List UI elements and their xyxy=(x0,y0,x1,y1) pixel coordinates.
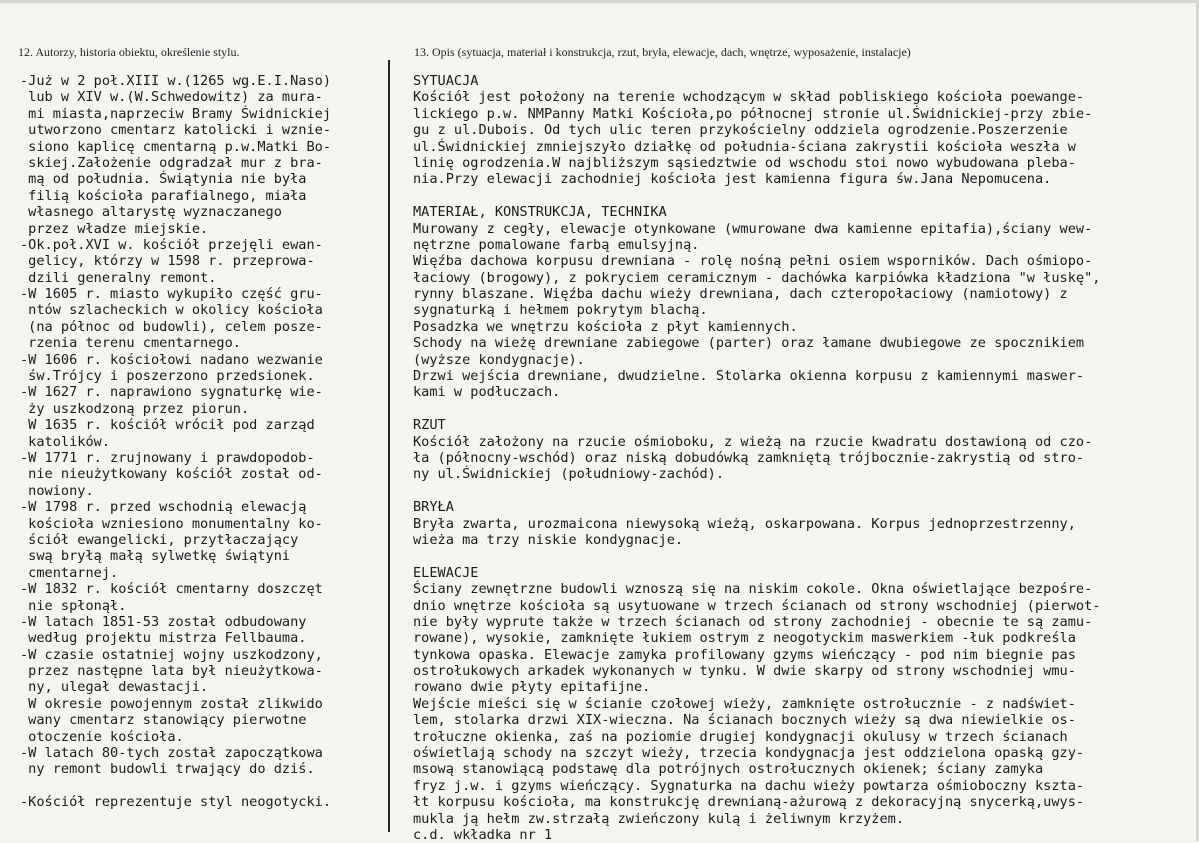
description-text-line: rowano dwie płyty epitafijne. xyxy=(413,679,651,696)
history-text-line: -Ok.poł.XVI w. kościół przejęli ewan- xyxy=(20,236,323,253)
description-text-line: nia.Przy elewacji zachodniej kościoła jest kamienna figura św.Jana Nepomucena. xyxy=(413,171,1052,188)
description-text-line: łt korpusu kościoła, ma konstrukcję drewnianą-ażurową z dekoracyjną snycerką,uwys- xyxy=(413,794,1085,811)
history-text-line: ntów szlacheckich w okolicy kościoła xyxy=(20,302,323,319)
description-text-line: tynkowa opaska. Elewacje zamyka profilowany gzyms wieńczący - pod nim biegnie pas xyxy=(413,646,1076,663)
description-text-line: dnio wnętrze kościoła są usytuowane w trzech ścianach od strony wschodniej (pierwot- xyxy=(413,597,1101,614)
description-text-line: Schody na wieżę drewniane zabiegowe (parter) oraz łamane dwubiegowe ze spocznikiem xyxy=(413,335,1085,352)
description-text-line: Bryła zwarta, urozmaicona niewysoką wieżą, oskarpowana. Korpus jednoprzestrzenny, xyxy=(413,515,1076,532)
description-text-line: ostrołukowych arkadek wykonanych w tynku. W dwie skarpy od strony wschodniej wmu- xyxy=(413,663,1076,680)
history-text-line: -W 1627 r. naprawiono sygnaturkę wie- xyxy=(20,384,323,401)
history-text-line: otoczenie kościoła. xyxy=(20,728,184,745)
description-text-line: wieża ma trzy niskie kondygnacje. xyxy=(413,531,684,548)
description-text-line: MATERIAŁ, KONSTRUKCJA, TECHNIKA xyxy=(413,204,667,221)
history-text-line xyxy=(20,778,386,794)
description-text-line: ul.Świdnickiej zmniejszyło działkę od południa-ściana zakrystii kościoła weszła w xyxy=(413,138,1076,155)
description-text-line: (wyższe kondygnacje). xyxy=(413,351,585,368)
description-text-line: kami w podłuczach. xyxy=(413,384,561,401)
history-text-line: -W czasie ostatniej wojny uszkodzony, xyxy=(20,646,323,663)
history-text-line: kościoła wzniesiono monumentalny ko- xyxy=(20,515,323,532)
history-text-line: -W 1771 r. zrujnowany i prawdopodob- xyxy=(20,449,315,466)
history-text-line: siono kaplicę cmentarną p.w.Matki Bo- xyxy=(20,138,331,155)
description-text-line: fryz j.w. i gzyms wieńczący. Sygnaturka na dachu wieży powtarza ośmioboczny kszta- xyxy=(413,777,1085,794)
section-13-header: 13. Opis (sytuacja, materiał i konstrukcja, rzut, bryła, elewacje, dach, wnętrze, wyposażenie, instalacje) xyxy=(414,45,911,59)
history-text-line: nie spłonął. xyxy=(20,597,127,614)
description-text-line: SYTUACJA xyxy=(413,73,479,89)
description-text-line: lem, stolarka drzwi XIX-wieczna. Na ścianach bocznych wieży są dwa niewielkie os- xyxy=(413,712,1076,729)
history-text-line: ściół ewangelicki, przytłaczający xyxy=(20,531,299,548)
description-text-line: BRYŁA xyxy=(413,499,454,516)
history-text-line: W okresie powojennym został zlikwido xyxy=(20,695,323,712)
history-text-line: -W latach 1851-53 został odbudowany xyxy=(20,613,307,630)
description-text-line xyxy=(413,401,1183,417)
description-text-line: Drzwi wejścia drewniane, dwudzielne. Stolarka okienna korpusu z kamiennymi maswer- xyxy=(413,368,1085,385)
history-text-line: -W 1606 r. kościołowi nadano wezwanie xyxy=(20,351,323,368)
description-text-line: c.d. wkładka nr 1 xyxy=(413,826,553,843)
description-text-line: nętrzne pomalowane farbą emulsyjną. xyxy=(413,236,700,253)
page-edge-top xyxy=(0,0,1199,3)
history-text-line: ny remont budowli trwający do dziś. xyxy=(20,761,315,778)
history-text-line: filią kościoła parafialnego, miała xyxy=(20,187,307,204)
history-text-line: W 1635 r. kościół wrócił pod zarząd xyxy=(20,417,315,434)
description-text-line: nie były wyprute także w trzech ścianach od strony zachodniej - obecnie te są zamu- xyxy=(413,613,1093,630)
description-text-line: oświetlają schody na szczyt wieży, trzecia kondygnacja jest oddzielona opaską gzy- xyxy=(413,745,1085,762)
history-text-line: według projektu mistrza Fellbauma. xyxy=(20,630,307,647)
description-text-line: ELEWACJE xyxy=(413,564,479,581)
history-text-line: swą bryłą małą sylwetkę świątyni xyxy=(20,548,291,565)
history-text-line: ży uszkodzoną przez piorun. xyxy=(20,400,250,417)
history-text-line: przez władze miejskie. xyxy=(20,220,209,237)
history-text-line: wany cmentarz stanowiący pierwotne xyxy=(20,712,307,729)
description-text-line: Wejście mieści się w ścianie czołowej wieży, zamknięte ostrołucznie - z nadświet- xyxy=(413,695,1076,712)
history-text-line: przez następne lata był nieużytkowa- xyxy=(20,663,323,680)
description-text-line: ny ul.Świdnickiej (południowy-zachód). xyxy=(413,466,724,483)
history-text-line: cmentarnej. xyxy=(20,564,119,581)
description-text-line: Kościół założony na rzucie ośmioboku, z wieżą na rzucie kwadratu dostawioną od czo- xyxy=(413,433,1093,450)
history-text-line: nie nieużytkowany kościół został od- xyxy=(20,466,323,483)
history-text-line: -W 1605 r. miasto wykupiło część gru- xyxy=(20,286,323,303)
history-text-line: (na północ od budowli), celem posze- xyxy=(20,318,323,335)
description-text-line: rowane), wysokie, zamknięte łukiem ostrym z neogotyckim maswerkiem -łuk podkreśla xyxy=(413,630,1076,647)
description-text-line: Ściany zewnętrzne budowli wznoszą się na niskim cokole. Okna oświetlające bezpośre- xyxy=(413,581,1093,598)
description-text-line: mukla ją hełm zw.strzałą zwieńczony kulą i żeliwnym krzyżem. xyxy=(413,810,905,827)
description-text-line: ła (północny-wschód) oraz niską dobudówką zamkniętą trójbocznie-zakrystią od stro- xyxy=(413,449,1085,466)
history-text-line: -Już w 2 poł.XIII w.(1265 wg.E.I.Naso) xyxy=(20,73,331,89)
history-text-line: mi miasta,naprzeciw Bramy Świdnickiej xyxy=(20,105,331,122)
history-text-line: gelicy, którzy w 1598 r. przeprowa- xyxy=(20,253,315,270)
description-text-line: rynny blaszane. Więźba dachu wieży drewniana, dach czteropołaciowy (namiotowy) z xyxy=(413,286,1068,303)
history-text-line: mą od południa. Świątynia nie była xyxy=(20,171,307,188)
description-text-line: sygnaturką i hełmem pokrytym blachą. xyxy=(413,302,708,319)
description-text-line: trołuczne okienka, zaś na poziomie drugiej kondygnacji okulusy w trzech ścianach xyxy=(413,728,1068,745)
description-text-line: Kościół jest położony na terenie wchodzącym w skład pobliskiego kościoła poewange- xyxy=(413,89,1085,106)
history-text-line: własnego altarystę wyznaczanego xyxy=(20,204,282,221)
description-text-line: gu z ul.Dubois. Od tych ulic teren przykościelny oddziela ogrodzenie.Poszerzenie xyxy=(413,122,1068,139)
history-text-line: katolików. xyxy=(20,433,111,450)
history-text-line: utworzono cmentarz katolicki i wznie- xyxy=(20,122,331,139)
column-divider xyxy=(388,60,390,832)
description-text-line: msową stanowiącą podstawę dla potrójnych ostrołucznych okienek; ściany zamyka xyxy=(413,761,1044,778)
history-text-line: -W latach 80-tych został zapoczątkowa xyxy=(20,745,323,762)
history-column xyxy=(20,73,386,811)
history-text-line: dzili generalny remont. xyxy=(20,269,217,286)
description-text-line: łaciowy (brogowy), z pokryciem ceramicznym - dachówka karpiówka kładziona "w łuskę", xyxy=(413,269,1101,286)
history-text-line: nowiony. xyxy=(20,482,94,499)
history-text-line: -W 1832 r. kościół cmentarny doszczęt xyxy=(20,581,323,598)
history-text-line: lub w XIV w.(W.Schwedowitz) za mura- xyxy=(20,89,323,106)
description-text-line xyxy=(413,188,1183,204)
description-text-line: Posadzka we wnętrzu kościoła z płyt kamiennych. xyxy=(413,318,798,335)
description-text-line xyxy=(413,483,1183,499)
history-text-line: -Kościół reprezentuje styl neogotycki. xyxy=(20,794,331,811)
description-text-line: Murowany z cegły, elewacje otynkowane (wmurowane dwa kamienne epitafia),ściany wew- xyxy=(413,220,1093,237)
history-text-line: -W 1798 r. przed wschodnią elewacją xyxy=(20,499,307,516)
description-text-line xyxy=(413,548,1183,564)
description-text-line: linię ogrodzenia.W najbliższym sąsiedztwie od wschodu stoi nowo wybudowana pleba- xyxy=(413,154,1076,171)
description-column xyxy=(413,73,1183,843)
description-text-line: Więźba dachowa korpusu drewniana - rolę nośną pełni osiem wsporników. Dach ośmiopo- xyxy=(413,253,1093,270)
description-text-line: lickiego p.w. NMPanny Matki Kościoła,po północnej stronie ul.Świdnickiej-przy zbie- xyxy=(413,105,1093,122)
history-text-line: skiej.Założenie odgradzał mur z bra- xyxy=(20,154,323,171)
history-text-line: rzenia terenu cmentarnego. xyxy=(20,335,241,352)
history-text-line: ny, ulegał dewastacji. xyxy=(20,679,209,696)
section-12-header: 12. Autorzy, historia obiektu, określenie stylu. xyxy=(18,45,240,59)
history-text-line: św.Trójcy i poszerzono przedsionek. xyxy=(20,368,315,385)
description-text-line: RZUT xyxy=(413,417,446,434)
